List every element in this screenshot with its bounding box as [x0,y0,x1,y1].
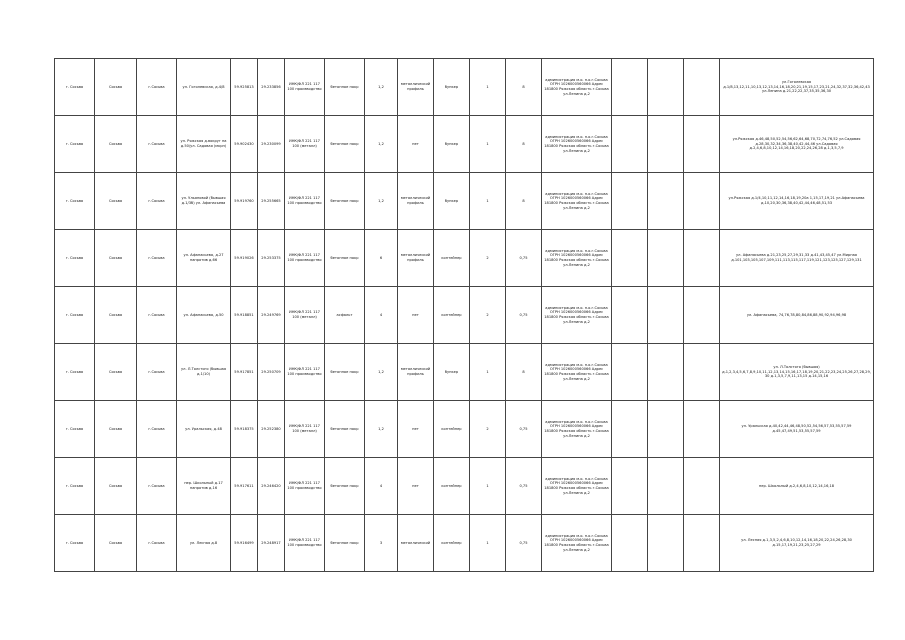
extra-cell-3 [684,401,720,458]
owner-cell: администрация м.о. п.о.г.Сосьва ОГРН 1026000560066 Адрес 181800 Ряжская область г.Сосьва ул.Ленина д.2 [542,458,612,515]
surface-cell: бетонное покр [325,515,365,572]
container-count-cell: 1 [470,116,506,173]
volume-cell: 8 [506,344,542,401]
container-type-cell: контейнер [434,230,470,287]
address-cell: ул. Лесная д.8 [177,515,231,572]
volume-cell: 0,75 [506,230,542,287]
city-cell: г.Сосьва [137,515,177,572]
container-count-cell: 2 [470,287,506,344]
latitude-cell: 59.925813 [231,59,258,116]
settlement-cell: г. Сосьва [55,287,95,344]
extra-cell-1 [612,116,648,173]
cadastral-cell: ИНК/ФЛ 221 117 100 производство [285,230,325,287]
volume-cell: 0,75 [506,287,542,344]
cadastral-cell: ИНК/ФЛ 221 117 100 производство [285,515,325,572]
area-cell: 4 [365,458,398,515]
city-cell: г.Сосьва [137,344,177,401]
settlement-cell: г. Сосьва [55,515,95,572]
latitude-cell: 59.902430 [231,116,258,173]
extra-cell-1 [612,458,648,515]
cadastral-cell: ИНК/ФЛ 221 117 100 (металл) [285,287,325,344]
container-count-cell: 1 [470,344,506,401]
volume-cell: 8 [506,59,542,116]
container-type-cell: бункер [434,116,470,173]
served-addresses-cell: ул. Лесная д.1,3,5,2,4,6,8,10,12,14,16,18,20,22,24,26,28,30 д.15,17,19,21,23,25,27,29 [720,515,874,572]
city-cell: г.Сосьва [137,59,177,116]
area-cell: 1,2 [365,401,398,458]
extra-cell-3 [684,515,720,572]
extra-cell-1 [612,401,648,458]
city-cell: г.Сосьва [137,116,177,173]
extra-cell-3 [684,458,720,515]
area-cell: 6 [365,230,398,287]
latitude-cell: 59.918851 [231,287,258,344]
surface-cell: бетонное покр [325,401,365,458]
table-row [55,458,874,515]
cadastral-cell: ИНК/ФЛ 221 117 100 (металл) [285,401,325,458]
table-row [55,59,874,116]
extra-cell-2 [648,515,684,572]
area-cell: 1,2 [365,59,398,116]
extra-cell-2 [648,344,684,401]
locality-cell: Сосьва [95,59,137,116]
city-cell: г.Сосьва [137,458,177,515]
fence-cell: нет [398,287,434,344]
area-cell: 4 [365,287,398,344]
extra-cell-1 [612,173,648,230]
cadastral-cell: ИНК/ФЛ 221 117 100 производство [285,59,325,116]
fence-cell: металлический профиль [398,230,434,287]
container-count-cell: 1 [470,515,506,572]
container-type-cell: бункер [434,344,470,401]
served-addresses-cell: ул. Л.Толстого (бывшая) д.1,2,3,4,5,6,7,8,9,10,11,12,13,14,15,16,17,18,19,20,21,22,23,24,25,26,27,28,29,30 д.1,3,5,7,9,11,13,15 д.14,15,16 [720,344,874,401]
locality-cell: Сосьва [95,344,137,401]
surface-cell: бетонное покр [325,458,365,515]
owner-cell: администрация м.о. п.о.г.Сосьва ОГРН 1026000560066 Адрес 181800 Ряжская область г.Сосьва ул.Ленина д.2 [542,515,612,572]
served-addresses-cell: пер. Школьный д.2,4,6,8,10,12,14,16,18 [720,458,874,515]
extra-cell-1 [612,287,648,344]
surface-cell: асфальт [325,287,365,344]
locality-cell: Сосьва [95,287,137,344]
city-cell: г.Сосьва [137,401,177,458]
served-addresses-cell: ул. Афанасьева, 74,76,78,80,84,86,88,90,92,94,96,98 [720,287,874,344]
served-addresses-cell: ул. Уральская д.40,42,44,46,48,50,52,54,56,57,53,55,57,59 д.45,47,49,51,53,55,57,59 [720,401,874,458]
fence-cell: металлический профиль [398,344,434,401]
settlement-cell: г. Сосьва [55,173,95,230]
surface-cell: бетонное покр [325,173,365,230]
served-addresses-cell: ул.Гоголевская д.1/8,13,12,11,10,13,12,13,14,16,18,20,21,19,15,17,23,21,24,32,37,32,36,42,43 ул.Ленина д.21,22,22,37,35,35,36,30 [720,59,874,116]
cadastral-cell: ИНК/ФЛ 221 117 100 производство [285,458,325,515]
latitude-cell: 59.918375 [231,401,258,458]
container-type-cell: контейнер [434,287,470,344]
fence-cell: нет [398,458,434,515]
city-cell: г.Сосьва [137,173,177,230]
volume-cell: 0,75 [506,401,542,458]
area-cell: 1,2 [365,173,398,230]
latitude-cell: 59.916499 [231,515,258,572]
table-row [55,515,874,572]
container-count-cell: 1 [470,59,506,116]
address-cell: ул. Афанасьева, д.27 напротив д.66 [177,230,231,287]
fence-cell: металлический профиль [398,59,434,116]
cadastral-cell: ИНК/ФЛ 221 117 100 производство [285,344,325,401]
longitude-cell: 29.249769 [258,287,285,344]
extra-cell-3 [684,230,720,287]
latitude-cell: 59.919026 [231,230,258,287]
owner-cell: администрация м.о. п.о.г.Сосьва ОГРН 1026000560066 Адрес 181800 Ряжская область г.Сосьва ул.Ленина д.2 [542,230,612,287]
latitude-cell: 59.917611 [231,458,258,515]
area-cell: 1,2 [365,116,398,173]
owner-cell: администрация м.о. п.о.г.Сосьва ОГРН 1026000560066 Адрес 181800 Ряжская область г.Сосьва ул.Ленина д.2 [542,401,612,458]
owner-cell: администрация м.о. п.о.г.Сосьва ОГРН 1026000560066 Адрес 181800 Ряжская область г.Сосьва ул.Ленина д.2 [542,116,612,173]
settlement-cell: г. Сосьва [55,344,95,401]
longitude-cell: 29.250709 [258,344,285,401]
extra-cell-3 [684,116,720,173]
surface-cell: бетонное покр [325,344,365,401]
table-row [55,401,874,458]
container-count-cell: 1 [470,173,506,230]
locality-cell: Сосьва [95,515,137,572]
surface-cell: бетонное покр [325,230,365,287]
longitude-cell: 29.233856 [258,59,285,116]
owner-cell: администрация м.о. п.о.г.Сосьва ОГРН 1026000560066 Адрес 181800 Ряжская область г.Сосьва ул.Ленина д.2 [542,287,612,344]
owner-cell: администрация м.о. п.о.г.Сосьва ОГРН 1026000560066 Адрес 181800 Ряжская область г.Сосьва ул.Ленина д.2 [542,59,612,116]
extra-cell-2 [648,287,684,344]
fence-cell: нет [398,116,434,173]
container-type-cell: контейнер [434,401,470,458]
address-cell: ул. Ряжская д.вокруг на д.50/ул. Садовая (мкрн) [177,116,231,173]
volume-cell: 8 [506,116,542,173]
longitude-cell: 29.246420 [258,458,285,515]
extra-cell-2 [648,401,684,458]
address-cell: ул. Афанасьева, д.50 [177,287,231,344]
extra-cell-3 [684,173,720,230]
waste-sites-table [54,58,874,572]
longitude-cell: 29.255665 [258,173,285,230]
address-cell: ул. Л.Толстого (бывшая д.1/10) [177,344,231,401]
volume-cell: 8 [506,173,542,230]
area-cell: 1,2 [365,344,398,401]
container-type-cell: бункер [434,59,470,116]
address-cell: пер. Школьный д.17 напротив д.16 [177,458,231,515]
address-cell: ул. Гоголевская, д.4/8 [177,59,231,116]
container-type-cell: контейнер [434,458,470,515]
address-cell: ул. Уральская, д.48 [177,401,231,458]
table-row [55,287,874,344]
container-type-cell: бункер [434,173,470,230]
served-addresses-cell: ул.Ряжская д.46,48,50,52,54,56,62,64,68,70,72,74,76,52 ул.Садовая д.28,30,32,34,36,38,40,42,44,46 ул.Садовая д.2,4,6,8,10,12,14,16,18,20,22,24,26,28 д.1,3,5,7,9 [720,116,874,173]
extra-cell-3 [684,287,720,344]
locality-cell: Сосьва [95,230,137,287]
longitude-cell: 29.248917 [258,515,285,572]
container-count-cell: 1 [470,458,506,515]
extra-cell-3 [684,344,720,401]
settlement-cell: г. Сосьва [55,458,95,515]
fence-cell: металлический профиль [398,173,434,230]
locality-cell: Сосьва [95,458,137,515]
settlement-cell: г. Сосьва [55,230,95,287]
locality-cell: Сосьва [95,116,137,173]
locality-cell: Сосьва [95,173,137,230]
settlement-cell: г. Сосьва [55,59,95,116]
extra-cell-1 [612,515,648,572]
latitude-cell: 59.919760 [231,173,258,230]
cadastral-cell: ИНК/ФЛ 221 117 100 производство [285,173,325,230]
extra-cell-2 [648,59,684,116]
container-count-cell: 2 [470,230,506,287]
volume-cell: 0,75 [506,515,542,572]
extra-cell-2 [648,230,684,287]
container-type-cell: контейнер [434,515,470,572]
latitude-cell: 59.917851 [231,344,258,401]
area-cell: 3 [365,515,398,572]
longitude-cell: 29.252380 [258,401,285,458]
volume-cell: 0,75 [506,458,542,515]
extra-cell-2 [648,173,684,230]
table-row [55,116,874,173]
table-row [55,230,874,287]
fence-cell: металлический [398,515,434,572]
longitude-cell: 29.230099 [258,116,285,173]
longitude-cell: 29.253375 [258,230,285,287]
served-addresses-cell: ул.Ряжская д.1/4,10,11,12,14,16,18,19,20а 1,15,17,19,21 ул.Афанасьева д.10,20,30,36,38,40,42,44,46,48,51,53 [720,173,874,230]
served-addresses-cell: ул. Афанасьева д.21,23,25,27,29,31,33 д.41,43,45,47 ул.Мирная д.101,103,105,107,109,111,113,115,117,119,121,123,125,127,129,131 [720,230,874,287]
locality-cell: Сосьва [95,401,137,458]
table-row [55,173,874,230]
table-row [55,344,874,401]
owner-cell: администрация м.о. п.о.г.Сосьва ОГРН 1026000560066 Адрес 181800 Ряжская область г.Сосьва ул.Ленина д.2 [542,173,612,230]
address-cell: ул. Ульяновой (бывшая д.1/3б) ул. Афанасьева [177,173,231,230]
settlement-cell: г. Сосьва [55,116,95,173]
extra-cell-1 [612,230,648,287]
extra-cell-2 [648,458,684,515]
settlement-cell: г. Сосьва [55,401,95,458]
surface-cell: бетонное покр [325,59,365,116]
extra-cell-1 [612,344,648,401]
city-cell: г.Сосьва [137,230,177,287]
extra-cell-2 [648,116,684,173]
city-cell: г.Сосьва [137,287,177,344]
cadastral-cell: ИНК/ФЛ 221 117 100 (металл) [285,116,325,173]
extra-cell-1 [612,59,648,116]
fence-cell: нет [398,401,434,458]
surface-cell: бетонное покр [325,116,365,173]
container-count-cell: 2 [470,401,506,458]
owner-cell: администрация м.о. п.о.г.Сосьва ОГРН 1026000560066 Адрес 181800 Ряжская область г.Сосьва ул.Ленина д.2 [542,344,612,401]
extra-cell-3 [684,59,720,116]
